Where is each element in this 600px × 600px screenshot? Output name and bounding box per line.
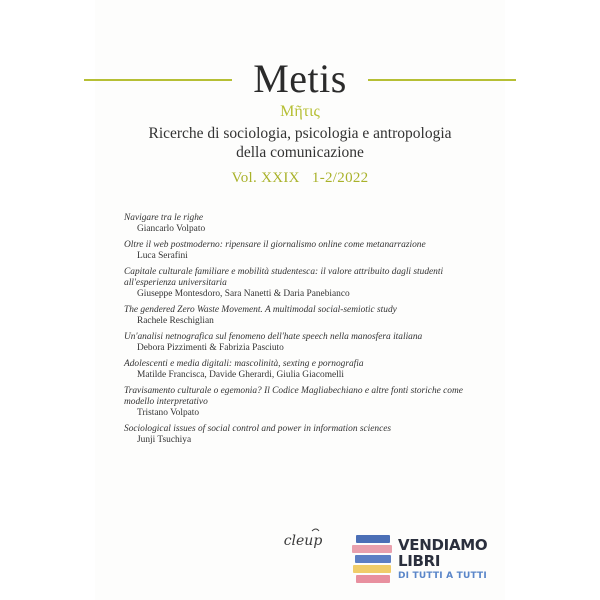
badge-line-2: LIBRI: [398, 552, 441, 570]
vendiamo-libri-badge[interactable]: [352, 533, 488, 593]
badge-line-3: DI TUTTI A TUTTI: [398, 571, 487, 581]
toc-entry-title: Oltre il web postmoderno: ripensare il giornalismo online come metanarrazione: [124, 240, 426, 250]
volume-label: Vol. XXIX 1-2/2022: [231, 170, 369, 186]
toc-entry-title: Adolescenti e media digitali: mascolinità, sexting e pornografia: [124, 359, 364, 369]
toc-entry-title: Navigare tra le righe: [124, 213, 204, 223]
toc-entry-authors: Tristano Volpato: [137, 408, 200, 418]
toc-entry-title: Travisamento culturale o egemonia? Il Codice Magliabechiano e altre fonti storiche come modello interpretativo: [124, 386, 463, 407]
toc-entry-title: Un'analisi netnografica sul fenomeno dell'hate speech nella manosfera italiana: [124, 332, 423, 342]
book-stack-icon: [352, 533, 392, 591]
title-rule-right: [368, 79, 516, 81]
subtitle-line-1: Ricerche di sociologia, psicologia e antropologia: [148, 125, 452, 142]
greek-title: Mῆτις: [280, 103, 320, 120]
svg-text:cleup: cleup: [283, 533, 323, 549]
toc-entry-authors: Matilde Francisca, Davide Gherardi, Giulia Giacomelli: [137, 370, 344, 380]
badge-text: [398, 537, 487, 581]
toc-entry: [124, 424, 476, 446]
toc-entry-authors: Rachele Reschiglian: [137, 316, 214, 326]
toc-entry-authors: Debora Pizzimenti & Fabrizia Pasciuto: [137, 343, 284, 353]
toc-entry-authors: Luca Serafini: [137, 251, 188, 261]
journal-title: Metis: [253, 56, 347, 101]
toc-entry-title: Capitale culturale familiare e mobilità studentesca: il valore attribuito dagli studenti all'esperienza universitaria: [124, 267, 444, 288]
table-of-contents: [124, 213, 476, 451]
toc-entry: [124, 359, 476, 381]
toc-entry: [124, 267, 476, 300]
toc-entry: [124, 305, 476, 327]
toc-entry-title: Sociological issues of social control and power in information sciences: [124, 424, 392, 434]
toc-entry-title: The gendered Zero Waste Movement. A multimodal social-semiotic study: [124, 305, 397, 315]
title-rule-left: [84, 79, 232, 81]
publisher-logo: [282, 525, 324, 555]
toc-entry-authors: Giancarlo Volpato: [137, 224, 206, 234]
journal-subtitle: [110, 124, 490, 162]
toc-entry-authors: Giuseppe Montesdoro, Sara Nanetti & Daria Panebianco: [137, 289, 350, 299]
toc-entry: [124, 240, 476, 262]
toc-entry: [124, 332, 476, 354]
publisher-logo-mark: [282, 525, 324, 555]
toc-entry: [124, 386, 476, 419]
toc-entry: [124, 213, 476, 235]
toc-entry-authors: Junji Tsuchiya: [137, 435, 192, 445]
subtitle-line-2: della comunicazione: [236, 144, 364, 161]
badge-line-1: VENDIAMO: [398, 536, 488, 554]
